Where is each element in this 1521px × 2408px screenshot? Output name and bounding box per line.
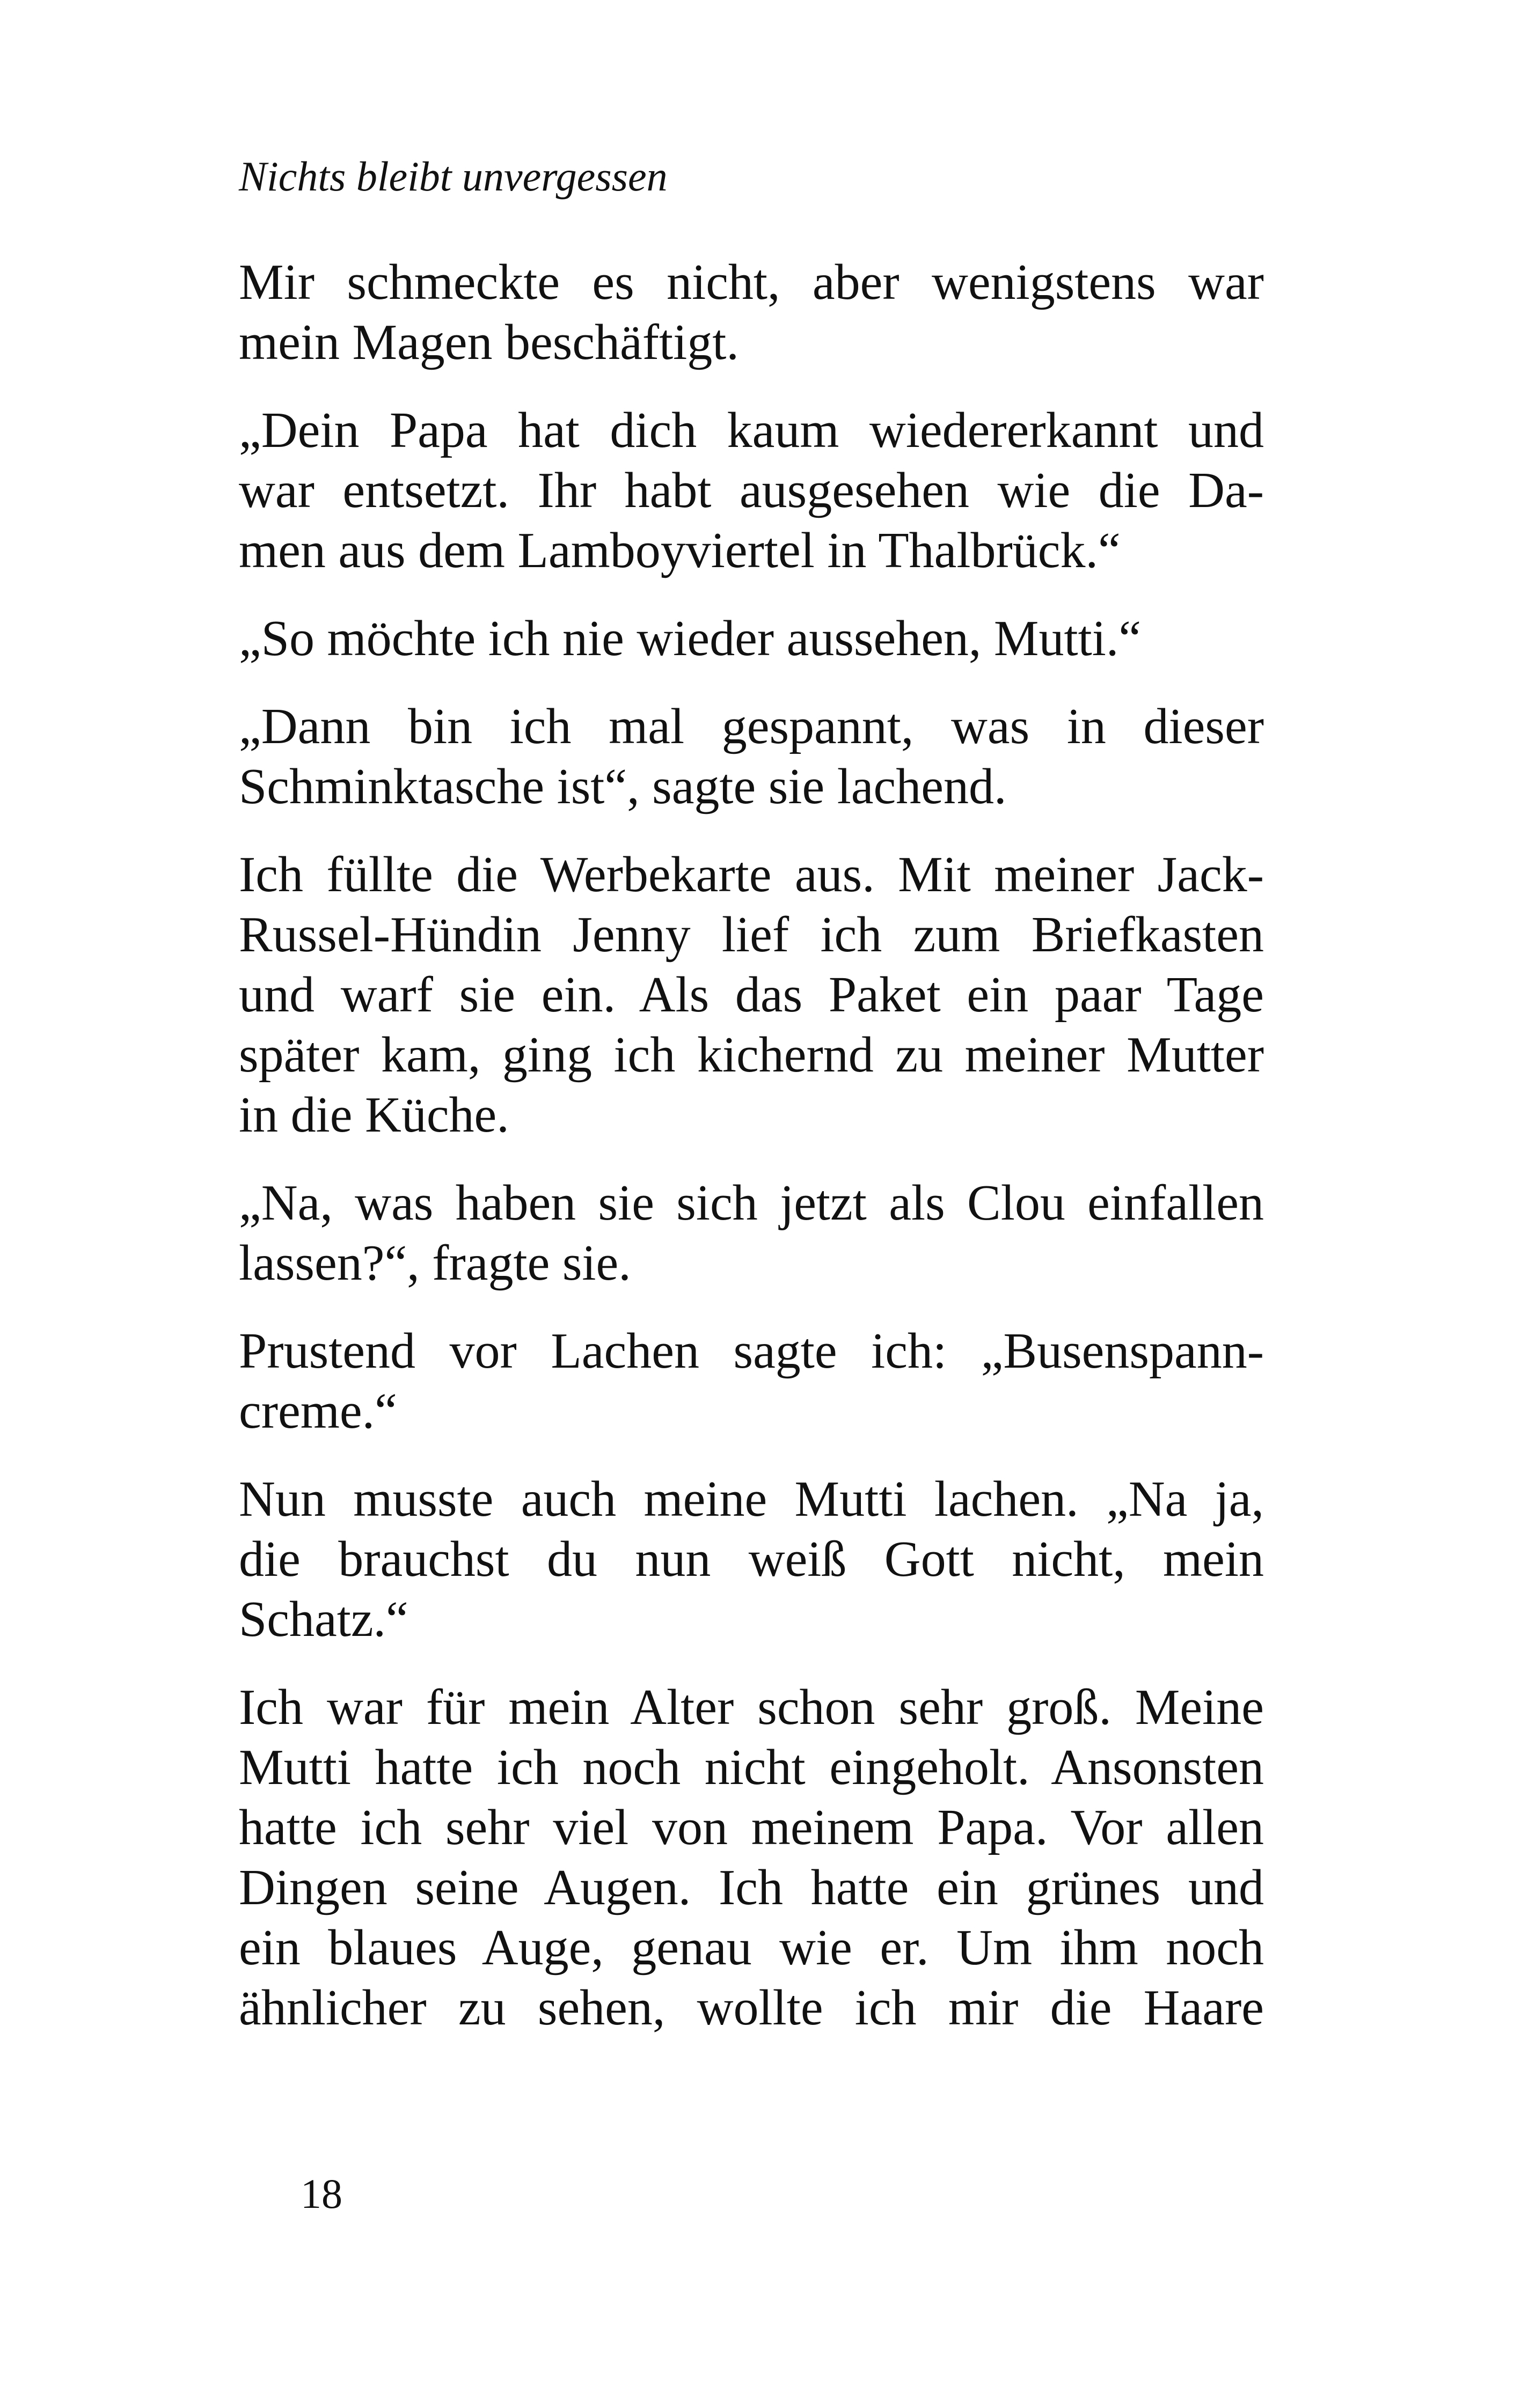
text-line: ähnlicher zu sehen, wollte ich mir die Haare bbox=[239, 1980, 1264, 2036]
paragraph bbox=[239, 1321, 1264, 1441]
paragraph bbox=[239, 1677, 1264, 2038]
text-line: Mutti hatte ich noch nicht eingeholt. Ansonsten bbox=[239, 1739, 1264, 1795]
text-line: ein blaues Auge, genau wie er. Um ihm noch bbox=[239, 1920, 1264, 1976]
text-line: „So möchte ich nie wieder aussehen, Mutti.“ bbox=[239, 611, 1142, 666]
text-line: Ich füllte die Werbekarte aus. Mit meiner Jack- bbox=[239, 847, 1264, 902]
text-line: lassen?“, fragte sie. bbox=[239, 1235, 631, 1291]
text-line: Nun musste auch meine Mutti lachen. „Na ja, bbox=[239, 1471, 1264, 1527]
text-line: mein Magen beschäftigt. bbox=[239, 314, 739, 370]
running-head: Nichts bleibt unvergessen bbox=[239, 153, 668, 200]
text-line: und warf sie ein. Als das Paket ein paar Tage bbox=[239, 967, 1264, 1023]
text-line: men aus dem Lamboyviertel in Thalbrück.“ bbox=[239, 523, 1121, 578]
text-line: die brauchst du nun weiß Gott nicht, mein bbox=[239, 1531, 1264, 1587]
body-text bbox=[239, 252, 1264, 2066]
page-number: 18 bbox=[301, 2170, 342, 2217]
paragraph bbox=[239, 845, 1264, 1145]
paragraph bbox=[239, 400, 1264, 581]
text-line: „Dann bin ich mal gespannt, was in dieser bbox=[239, 699, 1264, 754]
text-line: creme.“ bbox=[239, 1383, 397, 1439]
text-line: hatte ich sehr viel von meinem Papa. Vor allen bbox=[239, 1800, 1264, 1855]
paragraph bbox=[239, 1469, 1264, 1649]
text-line: Schatz.“ bbox=[239, 1591, 408, 1647]
text-line: später kam, ging ich kichernd zu meiner Mutter bbox=[239, 1027, 1264, 1083]
paragraph bbox=[239, 696, 1264, 817]
text-line: war entsetzt. Ihr habt ausgesehen wie die Da- bbox=[239, 462, 1264, 518]
text-line: Schminktasche ist“, sagte sie lachend. bbox=[239, 759, 1007, 814]
text-line: Prustend vor Lachen sagte ich: „Busenspann- bbox=[239, 1323, 1264, 1379]
text-line: in die Küche. bbox=[239, 1087, 509, 1143]
paragraph bbox=[239, 608, 1264, 669]
text-line: Mir schmeckte es nicht, aber wenigstens war bbox=[239, 254, 1264, 310]
text-line: Dingen seine Augen. Ich hatte ein grünes und bbox=[239, 1860, 1264, 1915]
paragraph bbox=[239, 252, 1264, 372]
text-line: Ich war für mein Alter schon sehr groß. Meine bbox=[239, 1679, 1264, 1735]
text-line: „Dein Papa hat dich kaum wiedererkannt und bbox=[239, 402, 1264, 458]
text-line: „Na, was haben sie sich jetzt als Clou einfallen bbox=[239, 1175, 1264, 1231]
paragraph bbox=[239, 1173, 1264, 1293]
text-line: Russel-Hündin Jenny lief ich zum Briefkasten bbox=[239, 907, 1264, 963]
